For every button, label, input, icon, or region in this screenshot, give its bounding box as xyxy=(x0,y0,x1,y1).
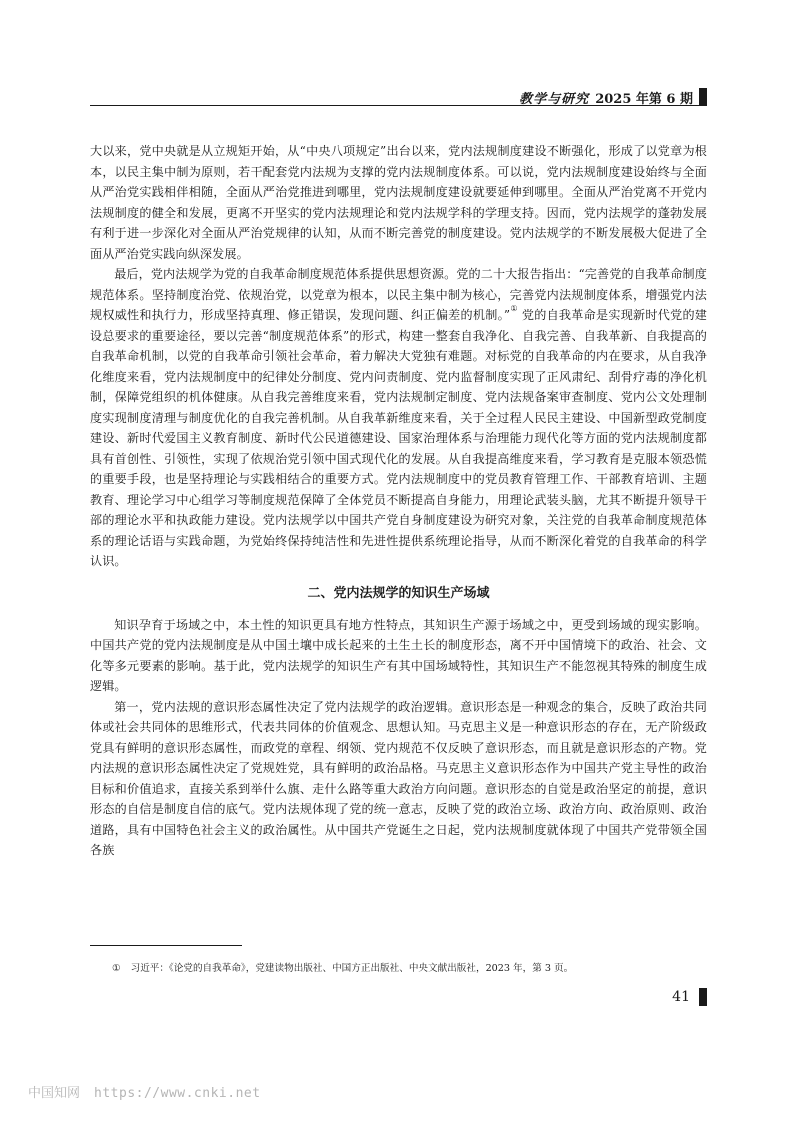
paragraph-2-body: 党的自我革命是实现新时代党的建设总要求的重要途径，要以完善“制度规范体系”的形式，构建一整套自我净化、自我完善、自我革新、自我提高的自我革命机制，以党的自我革命引领社会革命，着力解决大党独有难题。对标党的自我革命的内在要求，从自我净化维度来看，党内法规制度中的纪律处分制度、党内问责制度、党内监督制度实现了正风肃纪、刮骨疗毒的净化机制，保障党组织的机体健康。从自我完善维度来看，党内法规制定制度、党内法规备案审查制度、党内公文处理制度实现制度清理与制度优化的自我完善机制。从自我革新维度来看，关于全过程人民民主建设、中国新型政党制度建设、新时代爱国主义教育制度、新时代公民道德建设、国家治理体系与治理能力现代化等方面的党内法规制度都具有首创性、引领性，实现了依规治党引领中国式现代化的发展。从自我提高维度来看，学习教育是克服本领恐慌的重要手段，也是坚持理论与实践相结合的重要方式。党内法规制度中的党员教育管理工作、干部教育培训、主题教育、理论学习中心组学习等制度规范保障了全体党员不断提高自身能力，用理论武装头脑，尤其不断提升领导干部的理论水平和执政能力建设。党内法规学以中国共产党自身制度建设为研究对象，关注党的自我革命制度规范体系的理论话语与实践命题，为党始终保持纯洁性和先进性提供系统理论指导，从而不断深化着党的自我革命的科学认识。 xyxy=(90,308,708,568)
article-body xyxy=(90,141,707,861)
page-number: 41 xyxy=(672,989,690,1005)
paragraph-2 xyxy=(90,264,707,572)
watermark xyxy=(28,1082,261,1101)
footnote-text: 习近平：《论党的自我革命》，党建读物出版社、中国方正出版社、中央文献出版社，2023 年，第 3 页。 xyxy=(130,963,574,974)
journal-issue: 2025 年第 6 期 xyxy=(595,92,693,107)
footnote-mark: ① xyxy=(112,963,121,974)
page-number-bar xyxy=(699,988,707,1006)
header-rule xyxy=(90,105,707,106)
footnote-rule xyxy=(90,945,242,946)
journal-name: 教学与研究 xyxy=(519,92,590,107)
paragraph-2-quote: 最后，党内法规学为党的自我革命制度规范体系提供思想资源。党的二十大报告指出：“完善党的自我革命制度规范体系。坚持制度治党、依规治党，以党章为根本，以民主集中制为核心，完善党内法规制度体系，增强党内法规权威性和执行力，形成坚持真理、修正错误，发现问题、纠正偏差的机制。” xyxy=(90,267,707,322)
watermark-url[interactable]: https://www.cnki.net xyxy=(94,1086,261,1101)
paragraph-4: 第一，党内法规的意识形态属性决定了党内法规学的政治逻辑。意识形态是一种观念的集合，反映了政治共同体或社会共同体的思维形式，代表共同体的价值观念、思想认知。马克思主义是一种意识形态的存在，无产阶级政党具有鲜明的意识形态属性，而政党的章程、纲领、党内规范不仅反映了意识形态，而且就是意识形态的产物。党内法规的意识形态属性决定了党规姓党，具有鲜明的政治品格。马克思主义意识形态作为中国共产党主导性的政治目标和价值追求，直接关系到举什么旗、走什么路等重大政治方向问题。意识形态的自觉是政治坚定的前提，意识形态的自信是制度自信的底气。党内法规体现了党的统一意志，反映了党的政治立场、政治方向、政治原则、政治道路，具有中国特色社会主义的政治属性。从中国共产党诞生之日起，党内法规制度就体现了中国共产党带领全国各族 xyxy=(90,699,707,857)
paragraph-3: 知识孕育于场域之中，本土性的知识更具有地方性特点，其知识生产源于场域之中，更受到场域的现实影响。中国共产党的党内法规制度是从中国土壤中成长起来的土生土长的制度形态，离不开中国情境下的政治、社会、文化等多元要素的影响。基于此，党内法规学的知识生产有其中国场域特性，其知识生产不能忽视其特殊的制度生成逻辑。 xyxy=(90,617,707,693)
paragraph-1: 大以来，党中央就是从立规矩开始，从“中央八项规定”出台以来，党内法规制度建设不断强化，形成了以党章为根本，以民主集中制为原则，若干配套党内法规为支撑的党内法规制度体系。可以说，党内法规制度建设始终与全面从严治党实践相伴相随，全面从严治党推进到哪里，党内法规制度建设就要延伸到哪里。全面从严治党离不开党内法规制度的健全和发展，更离不开坚实的党内法规理论和党内法规学科的学理支持。因而，党内法规学的蓬勃发展有利于进一步深化对全面从严治党规律的认知，从而不断完善党的制度建设。党内法规学的不断发展极大促进了全面从严治党实践向纵深发展。 xyxy=(90,144,707,261)
running-header xyxy=(90,88,707,107)
header-bar xyxy=(699,88,707,105)
section-title: 二、党内法规学的知识生产场域 xyxy=(307,585,490,601)
footnote-reference[interactable]: ① xyxy=(510,304,518,313)
footnote xyxy=(112,962,702,976)
watermark-name: 中国知网 xyxy=(28,1086,81,1101)
